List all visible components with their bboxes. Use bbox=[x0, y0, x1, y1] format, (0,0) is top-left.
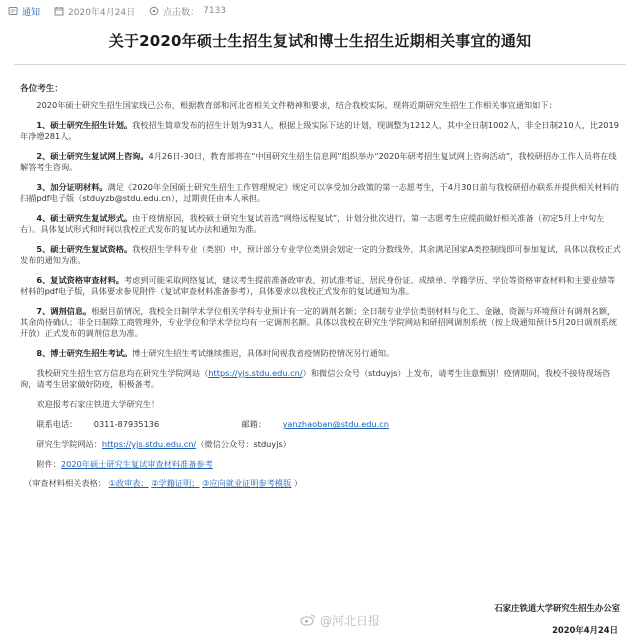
views-icon bbox=[149, 6, 159, 16]
weibo-icon bbox=[300, 613, 316, 629]
item-4-heading: 4、硕士研究生复试形式。 bbox=[36, 213, 133, 223]
closing-paragraph bbox=[20, 368, 623, 390]
item-1-text: 我校招生简章发布的招生计划为931人，根据上级实际下达的计划，现调整为1212人，其中全日制1002人，非全日制210人，比2019年净增281人。 bbox=[20, 120, 619, 141]
attachment-link-3[interactable]: ③应向就业证明参考模版 bbox=[202, 478, 292, 488]
item-2 bbox=[20, 151, 623, 173]
item-3-email: stduyzb@stdu.edu.cn bbox=[82, 193, 171, 203]
category-icon bbox=[8, 6, 18, 16]
item-4-text: 由于疫情原因，我校硕士研究生复试首选“网络远程复试”，计划分批次进行，第一志愿考生应提前做好相关准备（初定5月上中旬左右）。具体复试形式和时间以我校正式发布的复试办法和通知为准。 bbox=[20, 213, 605, 234]
category-link[interactable]: 通知 bbox=[22, 7, 41, 18]
item-6 bbox=[20, 275, 623, 297]
watermark-text: @河北日报 bbox=[320, 614, 381, 628]
email-link[interactable]: yanzhaoban@stdu.edu.cn bbox=[282, 419, 389, 429]
email-label: 邮箱： bbox=[241, 419, 267, 429]
item-8-heading: 8、博士研究生招生考试。 bbox=[36, 348, 133, 358]
attachments-suffix: ） bbox=[293, 478, 303, 488]
greeting: 各位考生： bbox=[20, 84, 63, 94]
intro-paragraph: 2020年硕士研究生招生国家线已公布，根据教育部和河北省相关文件精神和要求，结合我校实际，现将近期研究生招生工作相关事宜通知如下： bbox=[36, 100, 557, 110]
item-5 bbox=[20, 244, 623, 266]
calendar-icon bbox=[54, 6, 64, 16]
website-label: 研究生学院网站： bbox=[36, 439, 102, 449]
closing-text-before: 我校研究生招生官方信息均在研究生学院网站（ bbox=[36, 368, 209, 378]
item-3-text-after: ），过期责任由本人承担。 bbox=[170, 193, 266, 203]
item-7 bbox=[20, 306, 623, 339]
contact-line bbox=[20, 419, 623, 430]
article-body bbox=[20, 84, 623, 499]
item-6-text: 考虑到可能采取网络复试，建议考生提前准备政审表、初试准考证、居民身份证、成绩单、学籍学历、学位等资格审查材料和主要业绩等材料的pdf电子版，具体要求参见附件（复试审查材料准备参考），具体要求以我校正式发布的复试通知为准。 bbox=[20, 275, 616, 296]
item-1 bbox=[20, 120, 623, 142]
phone-number: 0311-87935136 bbox=[93, 419, 160, 429]
item-1-heading: 1、硕士研究生招生计划。 bbox=[36, 120, 133, 130]
enclosure-link[interactable]: 2020年硕士研究生复试审查材料准备参考 bbox=[60, 459, 213, 469]
attachments-line bbox=[20, 478, 623, 489]
item-8-text: 博士研究生招生考试继续推迟，具体时间视我省疫情防控情况另行通知。 bbox=[132, 348, 395, 358]
publish-date: 2020年4月24日 bbox=[68, 7, 136, 18]
item-8 bbox=[20, 348, 623, 359]
item-7-heading: 7、调剂信息。 bbox=[36, 306, 92, 316]
article-meta bbox=[8, 4, 226, 18]
watermark bbox=[300, 612, 380, 629]
page-title: 关于2020年硕士生招生复试和博士生招生近期相关事宜的通知 bbox=[108, 32, 532, 50]
enclosure-label: 附件： bbox=[36, 459, 61, 469]
attachments-prefix: （审查材料相关表格： bbox=[24, 478, 106, 488]
attachment-link-1[interactable]: ①政审表； bbox=[108, 478, 149, 488]
closing-text-after: ）和微信公众号（stduyjs）上发布，请考生注意甄别！疫情期间，我校不接待现场咨询，请考生居家做好防疫，积极备考。 bbox=[20, 368, 611, 389]
enclosure-line bbox=[20, 459, 623, 470]
item-3-heading: 3、加分证明材料。 bbox=[36, 182, 108, 192]
wechat-info: （微信公众号：stduyjs） bbox=[196, 439, 291, 449]
views-label: 点击数： bbox=[163, 7, 200, 18]
website-link[interactable]: https://yjs.stdu.edu.cn/ bbox=[101, 439, 197, 449]
website-line bbox=[20, 439, 623, 450]
phone-label: 联系电话： bbox=[36, 419, 78, 429]
views-count: 7133 bbox=[203, 6, 227, 16]
welcome-line: 欢迎报考石家庄铁道大学研究生！ bbox=[36, 399, 160, 409]
title-divider bbox=[14, 64, 626, 65]
item-3-text-before: 满足《2020年全国硕士研究生招生工作管理规定》规定可以享受加分政策的第一志愿考生，于4月30日前与我校研招办联系并提供相关材料的扫描pdf电子版（ bbox=[20, 182, 619, 203]
item-2-heading: 2、硕士研究生复试网上咨询。 bbox=[36, 151, 149, 161]
item-4 bbox=[20, 213, 623, 235]
item-3 bbox=[20, 182, 623, 204]
item-7-text: 根据目前情况，我校全日制学术学位相关学科专业预计有一定的调剂名额；全日制专业学位类别材料与化工、金融、资源与环境预计有调剂名额，其余尚待确认；非全日制除工商管理外，专业学位和学术学位均有一定调剂名额。具体以我校在研究生学院网站和研招网调剂系统（按上级通知预计5月20日调剂系统开放）正式发布的调剂信息为准。 bbox=[20, 306, 617, 338]
item-6-heading: 6、复试资格审查材料。 bbox=[36, 275, 124, 285]
item-5-heading: 5、硕士研究生复试资格。 bbox=[36, 244, 133, 254]
attachment-link-2[interactable]: ②学籍证明； bbox=[151, 478, 200, 488]
signature: 石家庄铁道大学研究生招生办公室 bbox=[494, 603, 620, 613]
item-5-text: 我校招生学科专业（类别）中，预计部分专业学位类别会划定一定的分数线外，其余满足国家A类控制线即可参加复试，具体以我校正式发布的通知为准。 bbox=[20, 244, 621, 265]
closing-site-link[interactable]: https://yjs.stdu.edu.cn/ bbox=[208, 368, 303, 378]
signature-date: 2020年4月24日 bbox=[552, 625, 618, 635]
item-2-text: 4月26日-30日，教育部将在“中国研究生招生信息网”组织举办“2020年研考招生复试网上咨询活动”，我校研招办工作人员将在线解答考生咨询。 bbox=[20, 151, 617, 172]
